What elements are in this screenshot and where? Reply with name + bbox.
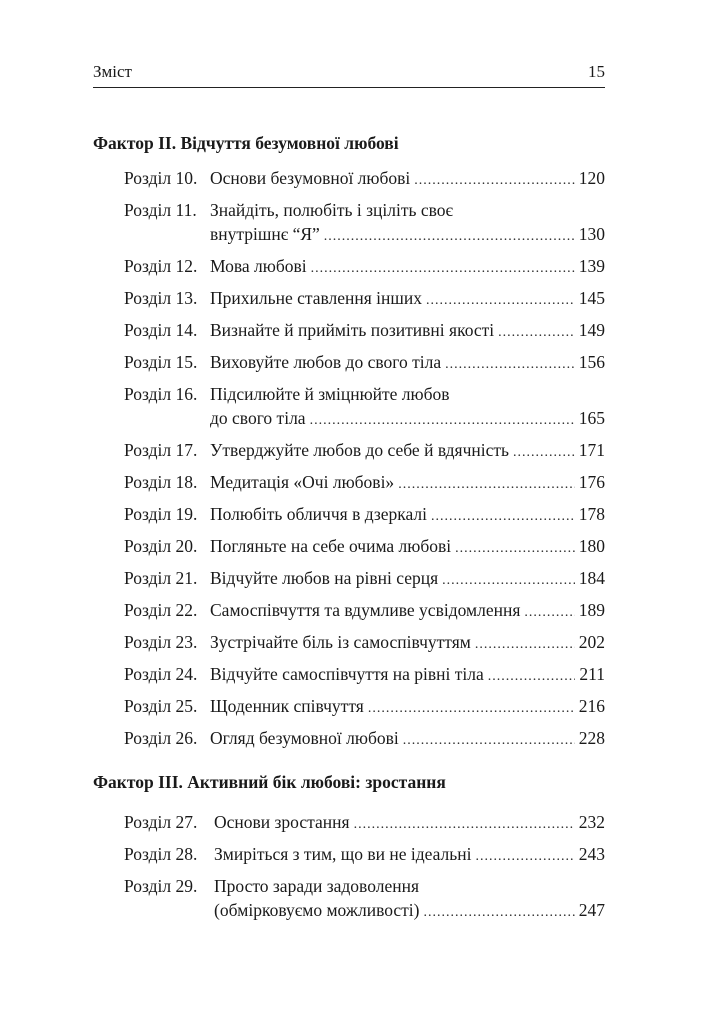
chapter-page-number: 120 — [578, 168, 605, 188]
toc-entry-line — [124, 438, 605, 465]
chapter-title: Змиріться з тим, що ви не ідеальні — [214, 844, 472, 864]
toc-entry-line — [124, 254, 605, 281]
chapter-page-number: 243 — [578, 844, 605, 864]
chapter-page-number: 180 — [578, 536, 605, 556]
chapter-label: Розділ 17. — [124, 440, 198, 460]
toc-entry-line — [124, 662, 605, 689]
chapter-page-number: 165 — [578, 408, 605, 428]
part-heading: Фактор ІІІ. Активний бік любові: зростання — [93, 772, 446, 792]
leader-dots — [324, 225, 575, 249]
chapter-page-number: 171 — [578, 440, 605, 460]
chapter-label: Розділ 12. — [124, 256, 198, 276]
toc-entry-line — [124, 382, 605, 406]
chapter-label: Розділ 11. — [124, 200, 197, 220]
chapter-title: Основи безумовної любові — [210, 168, 411, 188]
chapter-label: Розділ 28. — [124, 844, 198, 864]
chapter-title: Прихильне ставлення інших — [210, 288, 422, 308]
toc-entry-line — [124, 534, 605, 561]
leader-dots — [455, 537, 575, 561]
toc-entry — [124, 566, 605, 593]
toc-entry — [124, 350, 605, 377]
leader-dots — [475, 845, 574, 869]
chapter-title: Відчуйте любов на рівні серця — [210, 568, 439, 588]
chapter-title: Знайдіть, полюбіть і зціліть своє — [210, 200, 454, 220]
toc-entry-line — [124, 874, 605, 898]
toc-entry — [124, 842, 605, 869]
running-head — [93, 62, 605, 88]
toc-entry — [124, 630, 605, 657]
toc-entry-line — [124, 566, 605, 593]
chapter-label: Розділ 20. — [124, 536, 198, 556]
chapter-label: Розділ 22. — [124, 600, 198, 620]
chapter-title: (обмірковуємо можливості) — [214, 900, 420, 920]
chapter-page-number: 156 — [578, 352, 605, 372]
toc-entry-line — [124, 198, 605, 222]
leader-dots — [445, 353, 575, 377]
toc-entry-line — [124, 598, 605, 625]
toc-entry — [124, 198, 605, 249]
toc-entry — [124, 810, 605, 837]
leader-dots — [354, 813, 575, 837]
toc-entry-line — [124, 286, 605, 313]
toc-entry — [124, 726, 605, 753]
chapter-label: Розділ 15. — [124, 352, 198, 372]
chapter-label: Розділ 26. — [124, 728, 198, 748]
toc-entry-line — [124, 726, 605, 753]
toc-entry — [124, 694, 605, 721]
leader-dots — [524, 601, 574, 625]
chapter-title: Зустрічайте біль із самоспівчуттям — [210, 632, 471, 652]
leader-dots — [498, 321, 575, 345]
chapter-label: Розділ 10. — [124, 168, 198, 188]
chapter-title: до свого тіла — [210, 408, 306, 428]
leader-dots — [513, 441, 575, 465]
chapter-title: Виховуйте любов до свого тіла — [210, 352, 442, 372]
chapter-label: Розділ 23. — [124, 632, 198, 652]
chapter-title: Полюбіть обличчя в дзеркалі — [210, 504, 428, 524]
toc-entry — [124, 286, 605, 313]
leader-dots — [310, 409, 575, 433]
chapter-page-number: 228 — [578, 728, 605, 748]
chapter-title: Щоденник співчуття — [210, 696, 364, 716]
chapter-label: Розділ 13. — [124, 288, 198, 308]
chapter-page-number: 247 — [578, 900, 605, 920]
chapter-title: Підсилюйте й зміцнюйте любов — [210, 384, 450, 404]
chapter-label: Розділ 18. — [124, 472, 198, 492]
chapter-title: Визнайте й прийміть позитивні якості — [210, 320, 495, 340]
chapter-title: Погляньте на себе очима любові — [210, 536, 452, 556]
toc-entry-line — [124, 694, 605, 721]
toc-entry-line — [124, 470, 605, 497]
page-number: 15 — [588, 62, 605, 81]
chapter-label: Розділ 14. — [124, 320, 198, 340]
chapter-label: Розділ 21. — [124, 568, 198, 588]
chapter-label: Розділ 25. — [124, 696, 198, 716]
chapter-page-number: 145 — [578, 288, 605, 308]
chapter-label: Розділ 27. — [124, 812, 198, 832]
toc-entry-line — [124, 502, 605, 529]
part-heading: Фактор ІІ. Відчуття безумовної любові — [93, 133, 399, 153]
toc-entry-line — [124, 166, 605, 193]
chapter-page-number: 202 — [578, 632, 605, 652]
leader-dots — [424, 901, 575, 925]
chapter-title: Самоспівчуття та вдумливе усвідомлення — [210, 600, 521, 620]
chapter-page-number: 232 — [578, 812, 605, 832]
chapter-page-number: 130 — [578, 224, 605, 244]
chapter-title: Медитація «Очі любові» — [210, 472, 395, 492]
chapter-page-number: 211 — [579, 664, 605, 684]
toc-entry-line — [124, 842, 605, 869]
toc-entry — [124, 534, 605, 561]
leader-dots — [311, 257, 575, 281]
chapter-page-number: 178 — [578, 504, 605, 524]
chapter-label: Розділ 29. — [124, 876, 198, 896]
chapter-label: Розділ 19. — [124, 504, 198, 524]
chapter-title: внутрішнє “Я” — [210, 224, 320, 244]
leader-dots — [426, 289, 575, 313]
leader-dots — [403, 729, 575, 753]
leader-dots — [488, 665, 576, 689]
toc-entry — [124, 470, 605, 497]
chapter-page-number: 189 — [578, 600, 605, 620]
chapter-title: Відчуйте самоспівчуття на рівні тіла — [210, 664, 484, 684]
chapter-title: Огляд безумовної любові — [210, 728, 399, 748]
chapter-title: Утверджуйте любов до себе й вдячність — [210, 440, 510, 460]
chapter-title: Просто заради задоволення — [214, 876, 420, 896]
chapter-page-number: 149 — [578, 320, 605, 340]
toc-entry — [124, 382, 605, 433]
chapter-label: Розділ 16. — [124, 384, 198, 404]
toc-entry — [124, 874, 605, 925]
toc-entry-line — [124, 898, 605, 925]
toc-entry — [124, 254, 605, 281]
leader-dots — [442, 569, 575, 593]
toc-entry — [124, 502, 605, 529]
running-head-title: Зміст — [93, 62, 132, 81]
leader-dots — [368, 697, 575, 721]
toc-entry-line — [124, 350, 605, 377]
chapter-page-number: 216 — [578, 696, 605, 716]
chapter-label: Розділ 24. — [124, 664, 198, 684]
toc-entry — [124, 166, 605, 193]
toc-entry — [124, 662, 605, 689]
chapter-title: Мова любові — [210, 256, 307, 276]
leader-dots — [398, 473, 575, 497]
toc-entry — [124, 318, 605, 345]
leader-dots — [414, 169, 574, 193]
toc-entry-line — [124, 406, 605, 433]
chapter-page-number: 139 — [578, 256, 605, 276]
leader-dots — [475, 633, 575, 657]
leader-dots — [431, 505, 575, 529]
toc-entry-line — [124, 222, 605, 249]
toc-entry — [124, 598, 605, 625]
toc-entry-line — [124, 810, 605, 837]
toc-entry — [124, 438, 605, 465]
chapter-page-number: 176 — [578, 472, 605, 492]
toc-entry-line — [124, 318, 605, 345]
chapter-page-number: 184 — [578, 568, 605, 588]
toc-entry-line — [124, 630, 605, 657]
chapter-title: Основи зростання — [214, 812, 350, 832]
